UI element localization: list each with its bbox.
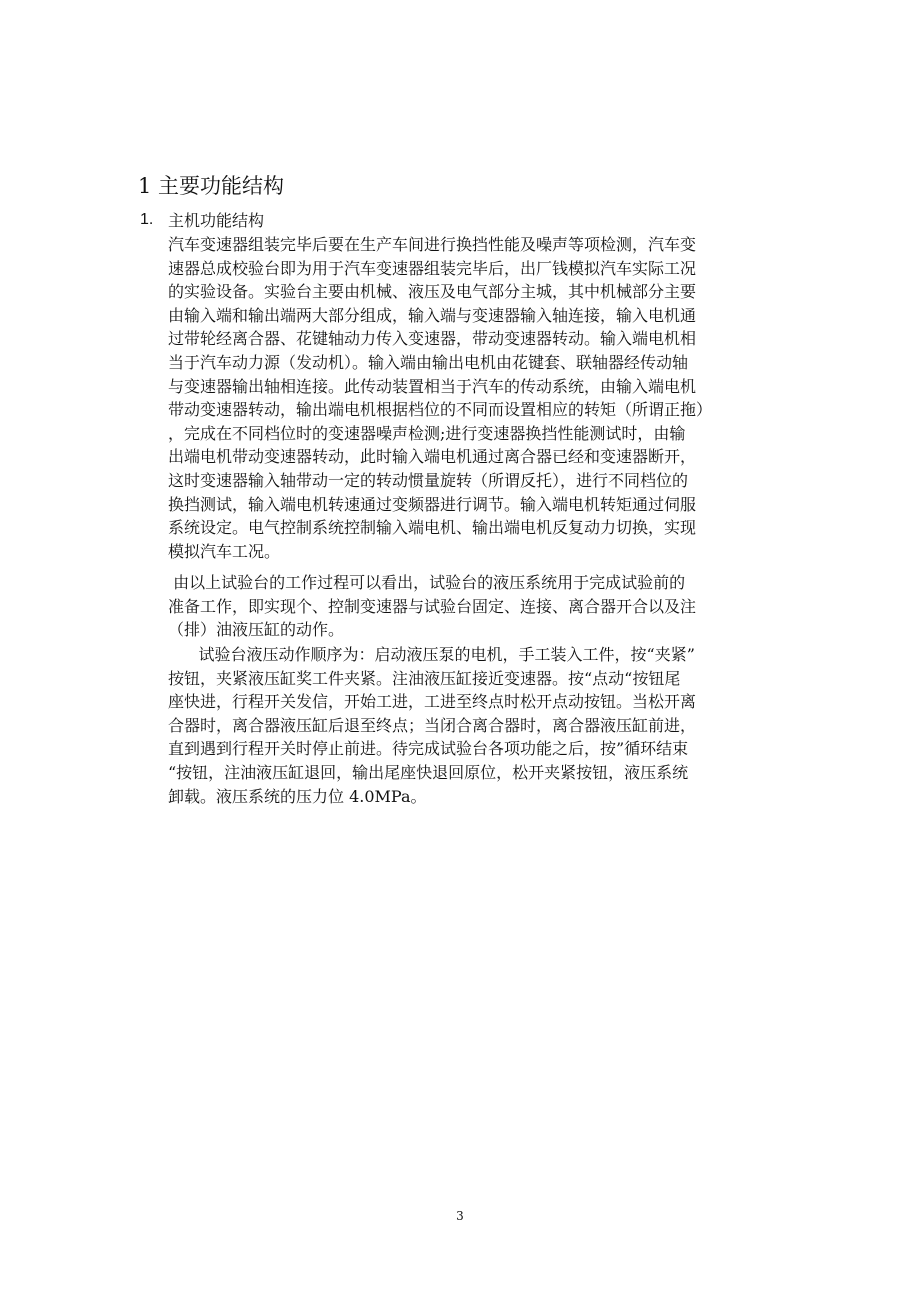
paragraph-line: 试验台液压动作顺序为：启动液压泵的电机，手工装入工件，按“夹紧”	[168, 645, 695, 664]
paragraph-line: 系统设定。电气控制系统控制输入端电机、输出端电机反复动力切换，实现	[168, 518, 697, 538]
paragraph-line: 座快进，行程开关发信，开始工进，工进至终点时松开点动按钮。当松开离	[168, 692, 697, 712]
paragraph-1	[168, 233, 808, 563]
paragraph-line: 模拟汽车工况。	[168, 541, 281, 561]
paragraph-line: 汽车变速器组装完毕后要在生产车间进行换挡性能及噪声等项检测，汽车变	[168, 235, 697, 254]
paragraph-line: 带动变速器转动，输出端电机根据档位的不同而设置相应的转矩（所谓正拖）	[168, 400, 713, 420]
paragraph-line: ，完成在不同档位时的变速器噪声检测;进行变速器换挡性能测试时，由输	[168, 423, 686, 443]
paragraph-line: “按钮，注油液压缸退回，输出尾座快退回原位，松开夹紧按钮，液压系统	[168, 762, 689, 782]
list-item-title	[168, 209, 808, 233]
paragraph-line: 当于汽车动力源（发动机）。输入端由输出电机由花键套、联轴器经传动轴	[168, 352, 689, 372]
paragraph-line: 的实验设备。实验台主要由机械、液压及电气部分主城，其中机械部分主要	[168, 282, 697, 302]
paragraph-line: 由输入端和输出端两大部分组成，输入端与变速器输入轴连接，输入电机通	[168, 305, 697, 325]
paragraph-line: 与变速器输出轴相连接。此传动装置相当于汽车的传动系统，由输入端电机	[168, 376, 697, 396]
section-heading: 1 主要功能结构	[138, 174, 285, 198]
page-number: 3	[456, 1209, 464, 1223]
paragraph-line: 这时变速器输入轴带动一定的转动惯量旋转（所谓反托），进行不同档位的	[168, 470, 689, 490]
paragraph-line: 准备工作，即实现个、控制变速器与试验台固定、连接、离合器开合以及注	[168, 596, 697, 616]
paragraph-line: 速器总成校验台即为用于汽车变速器组装完毕后，出厂钱模拟汽车实际工况	[168, 258, 697, 278]
paragraph-line: 过带轮经离合器、花键轴动力传入变速器，带动变速器转动。输入端电机相	[168, 329, 697, 349]
list-item-title-text: 主机功能结构	[168, 211, 265, 230]
paragraph-2	[168, 571, 808, 642]
paragraph-line: 卸载。液压系统的压力位 4.0MPa。	[168, 786, 427, 806]
list-item-number: 1.	[140, 211, 154, 228]
paragraph-line: 按钮，夹紧液压缸奖工件夹紧。注油液压缸接近变速器。按“点动“按钮尾	[168, 668, 681, 688]
paragraph-line: 由以上试验台的工作过程可以看出，试验台的液压系统用于完成试验前的	[168, 573, 686, 592]
paragraph-line: 合器时，离合器液压缸后退至终点；当闭合离合器时，离合器液压缸前进，	[168, 715, 697, 735]
paragraph-3	[168, 643, 808, 808]
paragraph-line: 换挡测试，输入端电机转速通过变频器进行调节。输入端电机转矩通过伺服	[168, 494, 697, 514]
paragraph-line: 出端电机带动变速器转动，此时输入端电机通过离合器已经和变速器断开，	[168, 447, 697, 467]
paragraph-line: （排）油液压缸的动作。	[168, 620, 345, 640]
paragraph-line: 直到遇到行程开关时停止前进。待完成试验台各项功能之后，按”循环结束	[168, 739, 689, 759]
